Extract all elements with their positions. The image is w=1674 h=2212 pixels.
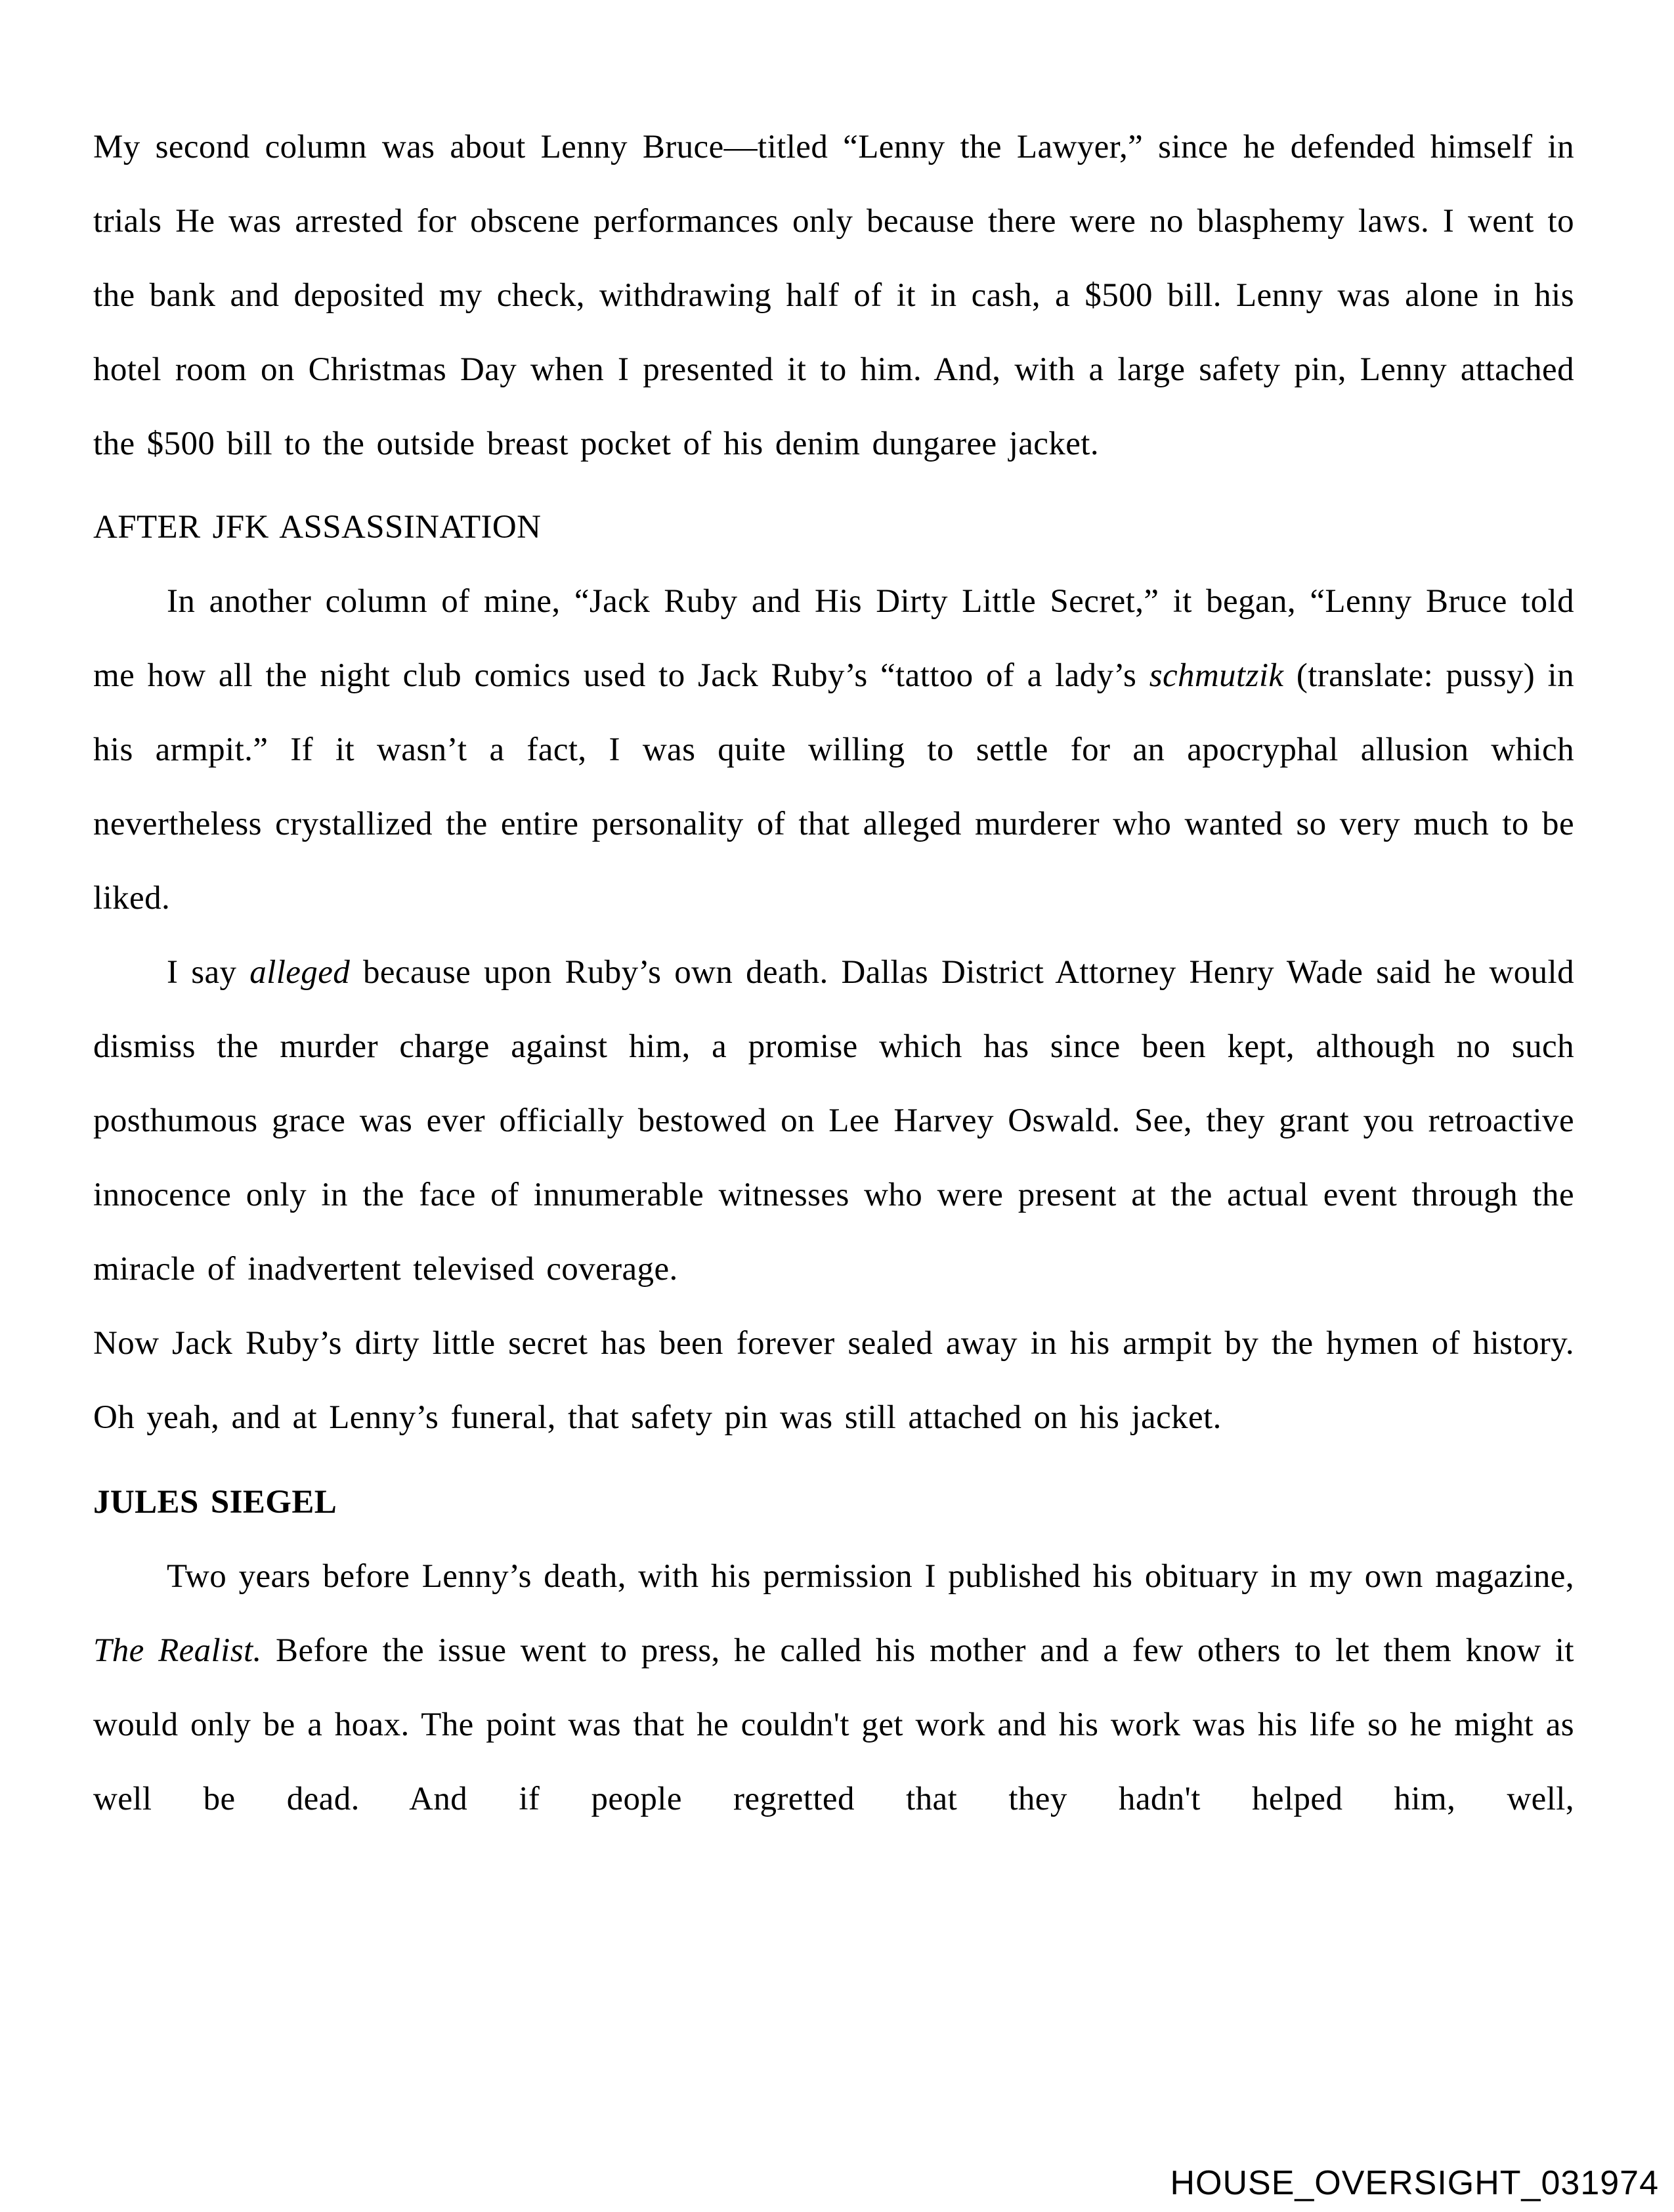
italic-text-run: alleged: [249, 954, 351, 991]
paragraph-lenny-lawyer: [93, 110, 1574, 481]
italic-text-run: The Realist.: [93, 1632, 262, 1669]
text-run: because upon Ruby’s own death. Dallas District Attorney Henry Wade said he would dismiss the murder charge against him, a promise which has since been kept, although no such posthumous grace was ever officially bestowed on Lee Harvey Oswald. See, they grant you retroactive innocence only in the face of innumerable witnesses who were present at the actual event through the miracle of inadvertent televised coverage.: [93, 954, 1574, 1288]
text-run: (translate: pussy) in his armpit.” If it wasn’t a fact, I was quite willing to settle for an apocryphal allusion which nevertheless crystallized the entire personality of that alleged murderer who wanted so very much to be liked.: [93, 657, 1574, 917]
text-run: Now Jack Ruby’s dirty little secret has been forever sealed away in his armpit by the hymen of history. Oh yeah, and at Lenny’s funeral, that safety pin was still attached on his jacket.: [93, 1325, 1574, 1436]
paragraph-hymen-of-history: [93, 1307, 1574, 1455]
text-run: I say: [167, 954, 250, 991]
paragraph-jack-ruby-column: [93, 565, 1574, 936]
text-run: Before the issue went to press, he called his mother and a few others to let them know it would only be a hoax. The point was that he couldn't get work and his work was his life so he might as well be dead. And if people regretted that they hadn't helped him, well,: [93, 1632, 1575, 1817]
italic-text-run: schmutzik: [1149, 657, 1284, 694]
bates-stamp: HOUSE_OVERSIGHT_031974: [1170, 2164, 1659, 2202]
text-run: My second column was about Lenny Bruce—titled “Lenny the Lawyer,” since he defended himself in trials He was arrested for obscene performances only because there were no blasphemy laws. I went to the bank and deposited my check, withdrawing half of it in cash, a $500 bill. Lenny was alone in his hotel room on Christmas Day when I presented it to him. And, with a large safety pin, Lenny attached the $500 bill to the outside breast pocket of his denim dungaree jacket.: [93, 129, 1574, 462]
heading-jules-siegel: JULES SIEGEL: [93, 1484, 337, 1521]
text-run: In another column of mine, “Jack Ruby and His Dirty Little Secret,” it began, “Lenny Bruce told me how all the night club comics used to Jack Ruby’s “tattoo of a lady’s: [93, 583, 1574, 694]
text-run: Two years before Lenny’s death, with his permission I published his obituary in my own magazine,: [167, 1558, 1574, 1595]
paragraph-alleged: [93, 936, 1574, 1307]
heading-after-jfk: AFTER JFK ASSASSINATION: [93, 509, 542, 546]
document-body: [93, 110, 1574, 1836]
paragraph-obituary-hoax: [93, 1540, 1574, 1836]
